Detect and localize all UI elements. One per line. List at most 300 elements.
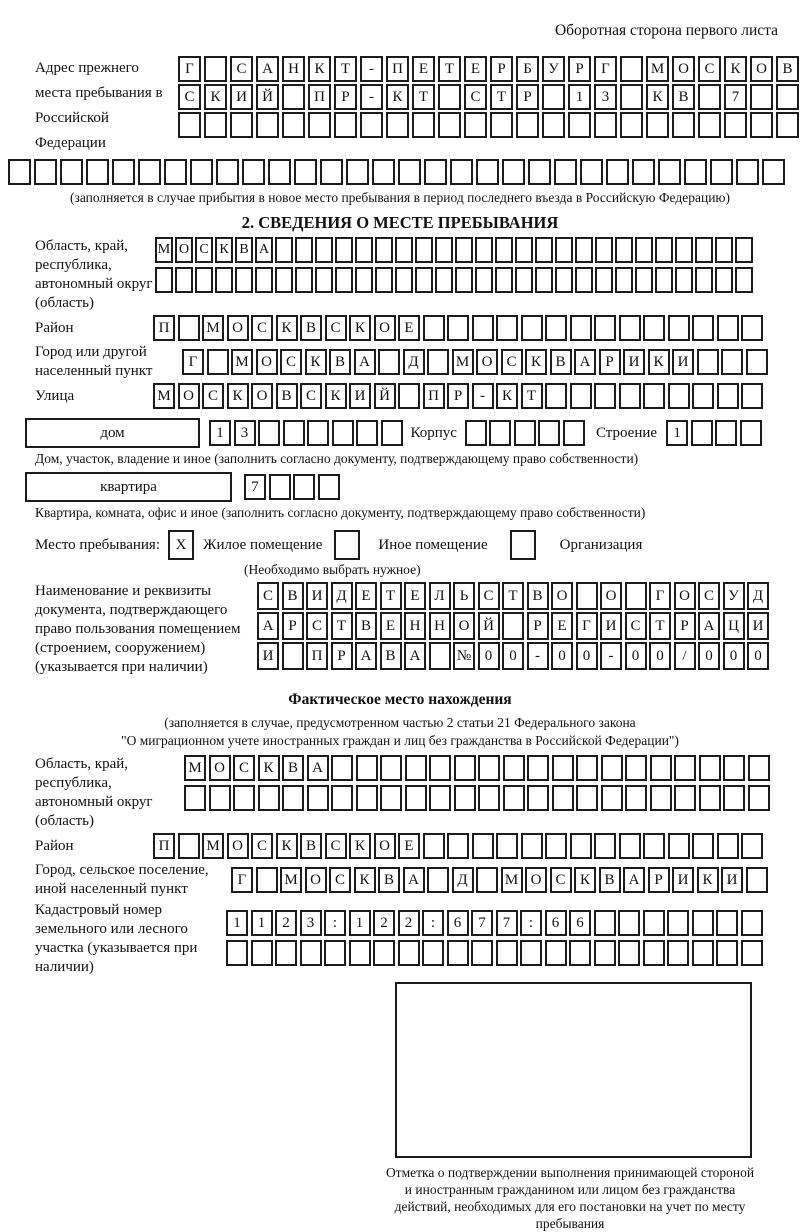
char-box[interactable] [405, 755, 427, 781]
char-box[interactable] [216, 159, 239, 185]
char-box[interactable] [381, 420, 403, 446]
char-box[interactable]: С [464, 84, 487, 110]
char-box[interactable]: К [349, 315, 371, 341]
char-box[interactable]: К [276, 833, 298, 859]
char-box[interactable]: Т [438, 56, 461, 82]
char-box[interactable] [717, 315, 739, 341]
char-box[interactable] [475, 237, 493, 263]
char-box[interactable] [471, 940, 493, 966]
char-box[interactable]: 0 [576, 642, 598, 670]
char-box[interactable]: П [386, 56, 409, 82]
char-box[interactable] [668, 833, 690, 859]
char-box[interactable] [380, 785, 402, 811]
char-box[interactable] [226, 940, 248, 966]
char-box[interactable] [320, 159, 343, 185]
char-box[interactable]: 0 [649, 642, 671, 670]
char-box[interactable] [635, 237, 653, 263]
checkbox-organization[interactable] [510, 530, 536, 560]
char-box[interactable] [315, 237, 333, 263]
char-box[interactable] [331, 755, 353, 781]
char-box[interactable] [495, 237, 513, 263]
char-box[interactable]: В [672, 84, 695, 110]
char-box[interactable]: 3 [594, 84, 617, 110]
char-box[interactable]: К [204, 84, 227, 110]
char-box[interactable]: 6 [447, 910, 469, 936]
char-box[interactable] [697, 349, 719, 375]
char-box[interactable] [741, 383, 763, 409]
char-box[interactable]: О [476, 349, 498, 375]
char-box[interactable] [496, 940, 518, 966]
char-box[interactable] [472, 833, 494, 859]
char-box[interactable] [138, 159, 161, 185]
char-box[interactable]: П [423, 383, 445, 409]
char-box[interactable]: С [550, 867, 572, 893]
char-box[interactable] [643, 910, 665, 936]
char-box[interactable]: Р [599, 349, 621, 375]
char-box[interactable] [735, 237, 753, 263]
char-box[interactable] [736, 159, 759, 185]
char-box[interactable] [538, 420, 560, 446]
char-box[interactable]: 1 [349, 910, 371, 936]
char-box[interactable] [230, 112, 253, 138]
char-box[interactable] [552, 785, 574, 811]
char-box[interactable] [307, 420, 329, 446]
char-box[interactable] [569, 940, 591, 966]
char-box[interactable] [643, 315, 665, 341]
char-box[interactable] [710, 159, 733, 185]
char-box[interactable]: Д [331, 582, 353, 610]
char-box[interactable] [715, 420, 737, 446]
char-box[interactable]: С [478, 582, 500, 610]
char-box[interactable] [723, 755, 745, 781]
char-box[interactable]: Г [576, 612, 598, 640]
char-box[interactable] [164, 159, 187, 185]
char-box[interactable] [776, 112, 799, 138]
char-box[interactable] [415, 267, 433, 293]
char-box[interactable] [86, 159, 109, 185]
checkbox-residential[interactable]: X [168, 530, 194, 560]
char-box[interactable]: К [227, 383, 249, 409]
char-box[interactable] [735, 267, 753, 293]
char-box[interactable]: С [325, 315, 347, 341]
char-box[interactable] [594, 910, 616, 936]
char-box[interactable] [380, 755, 402, 781]
char-box[interactable] [307, 785, 329, 811]
char-box[interactable]: С [306, 612, 328, 640]
char-box[interactable]: Р [331, 642, 353, 670]
char-box[interactable] [563, 420, 585, 446]
char-box[interactable] [576, 582, 598, 610]
char-box[interactable]: 3 [234, 420, 256, 446]
char-box[interactable] [318, 474, 340, 500]
char-box[interactable]: В [378, 867, 400, 893]
char-box[interactable] [643, 383, 665, 409]
char-box[interactable]: 7 [244, 474, 266, 500]
char-box[interactable] [723, 785, 745, 811]
char-box[interactable] [175, 267, 193, 293]
char-box[interactable] [447, 833, 469, 859]
char-box[interactable] [478, 785, 500, 811]
char-box[interactable]: Т [412, 84, 435, 110]
char-box[interactable]: Г [231, 867, 253, 893]
char-box[interactable] [465, 420, 487, 446]
char-box[interactable]: Т [649, 612, 671, 640]
char-box[interactable]: И [721, 867, 743, 893]
char-box[interactable]: Л [429, 582, 451, 610]
char-box[interactable] [195, 267, 213, 293]
char-box[interactable] [295, 267, 313, 293]
char-box[interactable]: С [202, 383, 224, 409]
char-box[interactable] [594, 383, 616, 409]
char-box[interactable] [646, 112, 669, 138]
char-box[interactable] [282, 84, 305, 110]
char-box[interactable]: К [525, 349, 547, 375]
char-box[interactable]: А [255, 237, 273, 263]
char-box[interactable]: Р [527, 612, 549, 640]
char-box[interactable] [178, 112, 201, 138]
char-box[interactable]: - [527, 642, 549, 670]
char-box[interactable]: 0 [723, 642, 745, 670]
char-box[interactable] [692, 315, 714, 341]
char-box[interactable] [552, 755, 574, 781]
char-box[interactable]: Р [568, 56, 591, 82]
char-box[interactable]: В [282, 582, 304, 610]
char-box[interactable]: Н [429, 612, 451, 640]
char-box[interactable] [715, 237, 733, 263]
char-box[interactable] [741, 910, 763, 936]
char-box[interactable]: В [527, 582, 549, 610]
char-box[interactable]: Р [648, 867, 670, 893]
char-box[interactable] [269, 474, 291, 500]
char-box[interactable] [695, 237, 713, 263]
char-box[interactable]: И [600, 612, 622, 640]
char-box[interactable]: В [282, 755, 304, 781]
char-box[interactable]: Р [334, 84, 357, 110]
char-box[interactable]: О [175, 237, 193, 263]
char-box[interactable]: А [623, 867, 645, 893]
char-box[interactable]: С [625, 612, 647, 640]
char-box[interactable] [178, 833, 200, 859]
char-box[interactable] [521, 315, 543, 341]
char-box[interactable] [502, 159, 525, 185]
char-box[interactable]: И [623, 349, 645, 375]
char-box[interactable]: С [325, 833, 347, 859]
char-box[interactable]: П [153, 833, 175, 859]
char-box[interactable] [535, 237, 553, 263]
char-box[interactable] [356, 420, 378, 446]
char-box[interactable]: 7 [471, 910, 493, 936]
char-box[interactable] [282, 785, 304, 811]
house-type-box[interactable]: дом [25, 418, 200, 448]
char-box[interactable] [741, 315, 763, 341]
char-box[interactable]: О [750, 56, 773, 82]
char-box[interactable]: 2 [275, 910, 297, 936]
char-box[interactable] [716, 910, 738, 936]
char-box[interactable] [398, 940, 420, 966]
char-box[interactable] [295, 237, 313, 263]
char-box[interactable]: П [153, 315, 175, 341]
char-box[interactable]: Е [355, 582, 377, 610]
char-box[interactable]: И [747, 612, 769, 640]
char-box[interactable]: Ц [723, 612, 745, 640]
char-box[interactable] [490, 112, 513, 138]
char-box[interactable]: В [599, 867, 621, 893]
char-box[interactable] [762, 159, 785, 185]
char-box[interactable] [372, 159, 395, 185]
char-box[interactable] [464, 112, 487, 138]
char-box[interactable] [515, 267, 533, 293]
char-box[interactable]: Е [412, 56, 435, 82]
char-box[interactable]: 0 [478, 642, 500, 670]
char-box[interactable] [256, 112, 279, 138]
char-box[interactable]: В [776, 56, 799, 82]
char-box[interactable]: О [209, 755, 231, 781]
char-box[interactable]: № [453, 642, 475, 670]
char-box[interactable] [427, 867, 449, 893]
char-box[interactable]: Т [331, 612, 353, 640]
char-box[interactable] [684, 159, 707, 185]
char-box[interactable]: Е [398, 833, 420, 859]
char-box[interactable] [699, 785, 721, 811]
char-box[interactable] [594, 940, 616, 966]
char-box[interactable] [472, 315, 494, 341]
char-box[interactable]: К [496, 383, 518, 409]
char-box[interactable] [570, 833, 592, 859]
char-box[interactable]: М [202, 315, 224, 341]
char-box[interactable]: А [355, 642, 377, 670]
char-box[interactable] [395, 267, 413, 293]
char-box[interactable]: А [256, 56, 279, 82]
char-box[interactable] [545, 833, 567, 859]
char-box[interactable] [740, 420, 762, 446]
char-box[interactable] [692, 833, 714, 859]
char-box[interactable] [356, 785, 378, 811]
char-box[interactable] [447, 315, 469, 341]
char-box[interactable]: С [251, 315, 273, 341]
char-box[interactable]: А [403, 867, 425, 893]
char-box[interactable]: С [195, 237, 213, 263]
char-box[interactable] [251, 940, 273, 966]
char-box[interactable] [748, 785, 770, 811]
char-box[interactable] [355, 267, 373, 293]
char-box[interactable] [619, 383, 641, 409]
char-box[interactable] [334, 112, 357, 138]
char-box[interactable] [528, 159, 551, 185]
char-box[interactable] [698, 112, 721, 138]
char-box[interactable] [668, 383, 690, 409]
char-box[interactable]: Г [182, 349, 204, 375]
char-box[interactable]: Е [398, 315, 420, 341]
char-box[interactable] [207, 349, 229, 375]
char-box[interactable] [594, 112, 617, 138]
char-box[interactable]: С [230, 56, 253, 82]
char-box[interactable]: О [600, 582, 622, 610]
char-box[interactable] [502, 612, 524, 640]
char-box[interactable]: К [386, 84, 409, 110]
char-box[interactable] [112, 159, 135, 185]
char-box[interactable]: К [215, 237, 233, 263]
char-box[interactable] [275, 940, 297, 966]
char-box[interactable]: 6 [545, 910, 567, 936]
char-box[interactable] [429, 755, 451, 781]
char-box[interactable] [258, 785, 280, 811]
char-box[interactable] [555, 267, 573, 293]
char-box[interactable]: К [276, 315, 298, 341]
char-box[interactable]: 1 [568, 84, 591, 110]
char-box[interactable] [450, 159, 473, 185]
char-box[interactable]: Д [452, 867, 474, 893]
char-box[interactable] [283, 420, 305, 446]
char-box[interactable]: С [257, 582, 279, 610]
char-box[interactable] [427, 349, 449, 375]
char-box[interactable]: С [698, 582, 720, 610]
char-box[interactable]: 2 [398, 910, 420, 936]
char-box[interactable]: / [674, 642, 696, 670]
char-box[interactable] [570, 315, 592, 341]
char-box[interactable] [692, 910, 714, 936]
char-box[interactable] [542, 84, 565, 110]
char-box[interactable]: Е [551, 612, 573, 640]
char-box[interactable]: Р [674, 612, 696, 640]
char-box[interactable] [184, 785, 206, 811]
char-box[interactable] [625, 582, 647, 610]
char-box[interactable] [632, 159, 655, 185]
apartment-type-box[interactable]: квартира [25, 472, 232, 502]
char-box[interactable] [650, 785, 672, 811]
char-box[interactable] [619, 833, 641, 859]
char-box[interactable]: К [349, 833, 371, 859]
char-box[interactable]: О [453, 612, 475, 640]
char-box[interactable]: О [178, 383, 200, 409]
char-box[interactable] [503, 785, 525, 811]
char-box[interactable] [672, 112, 695, 138]
char-box[interactable]: О [674, 582, 696, 610]
char-box[interactable] [375, 237, 393, 263]
char-box[interactable]: 0 [747, 642, 769, 670]
char-box[interactable] [576, 755, 598, 781]
char-box[interactable] [576, 785, 598, 811]
char-box[interactable]: В [550, 349, 572, 375]
char-box[interactable]: М [646, 56, 669, 82]
char-box[interactable] [282, 112, 305, 138]
char-box[interactable]: М [184, 755, 206, 781]
char-box[interactable] [691, 420, 713, 446]
char-box[interactable] [521, 833, 543, 859]
char-box[interactable] [594, 315, 616, 341]
char-box[interactable] [395, 237, 413, 263]
char-box[interactable] [454, 755, 476, 781]
char-box[interactable] [527, 785, 549, 811]
char-box[interactable] [315, 267, 333, 293]
char-box[interactable] [496, 315, 518, 341]
char-box[interactable] [155, 267, 173, 293]
char-box[interactable]: М [231, 349, 253, 375]
char-box[interactable]: У [723, 582, 745, 610]
char-box[interactable] [489, 420, 511, 446]
char-box[interactable] [595, 237, 613, 263]
char-box[interactable] [293, 474, 315, 500]
char-box[interactable]: Р [447, 383, 469, 409]
char-box[interactable]: А [307, 755, 329, 781]
char-box[interactable]: С [280, 349, 302, 375]
char-box[interactable] [435, 267, 453, 293]
char-box[interactable] [331, 785, 353, 811]
char-box[interactable]: С [233, 755, 255, 781]
char-box[interactable] [455, 237, 473, 263]
char-box[interactable] [601, 755, 623, 781]
char-box[interactable] [438, 84, 461, 110]
char-box[interactable]: И [349, 383, 371, 409]
char-box[interactable]: О [256, 349, 278, 375]
char-box[interactable]: Й [478, 612, 500, 640]
char-box[interactable] [575, 237, 593, 263]
char-box[interactable]: Р [490, 56, 513, 82]
char-box[interactable]: А [698, 612, 720, 640]
char-box[interactable] [625, 755, 647, 781]
char-box[interactable]: И [230, 84, 253, 110]
char-box[interactable] [496, 833, 518, 859]
char-box[interactable] [346, 159, 369, 185]
char-box[interactable]: К [258, 755, 280, 781]
char-box[interactable] [643, 833, 665, 859]
char-box[interactable] [580, 159, 603, 185]
char-box[interactable] [435, 237, 453, 263]
char-box[interactable]: И [672, 349, 694, 375]
char-box[interactable]: С [329, 867, 351, 893]
char-box[interactable]: 0 [502, 642, 524, 670]
char-box[interactable] [60, 159, 83, 185]
char-box[interactable] [478, 755, 500, 781]
char-box[interactable] [594, 833, 616, 859]
char-box[interactable]: К [308, 56, 331, 82]
char-box[interactable] [545, 315, 567, 341]
char-box[interactable] [650, 755, 672, 781]
char-box[interactable]: 1 [666, 420, 688, 446]
char-box[interactable]: К [697, 867, 719, 893]
char-box[interactable] [282, 642, 304, 670]
char-box[interactable]: О [374, 833, 396, 859]
char-box[interactable] [741, 833, 763, 859]
char-box[interactable]: И [306, 582, 328, 610]
char-box[interactable] [625, 785, 647, 811]
char-box[interactable] [294, 159, 317, 185]
char-box[interactable] [412, 112, 435, 138]
char-box[interactable]: В [329, 349, 351, 375]
char-box[interactable]: С [501, 349, 523, 375]
char-box[interactable] [748, 755, 770, 781]
char-box[interactable] [667, 910, 689, 936]
char-box[interactable]: Т [334, 56, 357, 82]
char-box[interactable] [595, 267, 613, 293]
char-box[interactable]: С [178, 84, 201, 110]
char-box[interactable] [209, 785, 231, 811]
char-box[interactable] [398, 159, 421, 185]
char-box[interactable]: К [574, 867, 596, 893]
char-box[interactable] [378, 349, 400, 375]
char-box[interactable] [715, 267, 733, 293]
char-box[interactable]: К [354, 867, 376, 893]
char-box[interactable] [258, 420, 280, 446]
char-box[interactable] [620, 112, 643, 138]
char-box[interactable]: Н [282, 56, 305, 82]
char-box[interactable]: М [452, 349, 474, 375]
char-box[interactable] [698, 84, 721, 110]
char-box[interactable] [275, 237, 293, 263]
char-box[interactable] [204, 56, 227, 82]
char-box[interactable] [398, 383, 420, 409]
char-box[interactable] [655, 237, 673, 263]
char-box[interactable] [620, 56, 643, 82]
